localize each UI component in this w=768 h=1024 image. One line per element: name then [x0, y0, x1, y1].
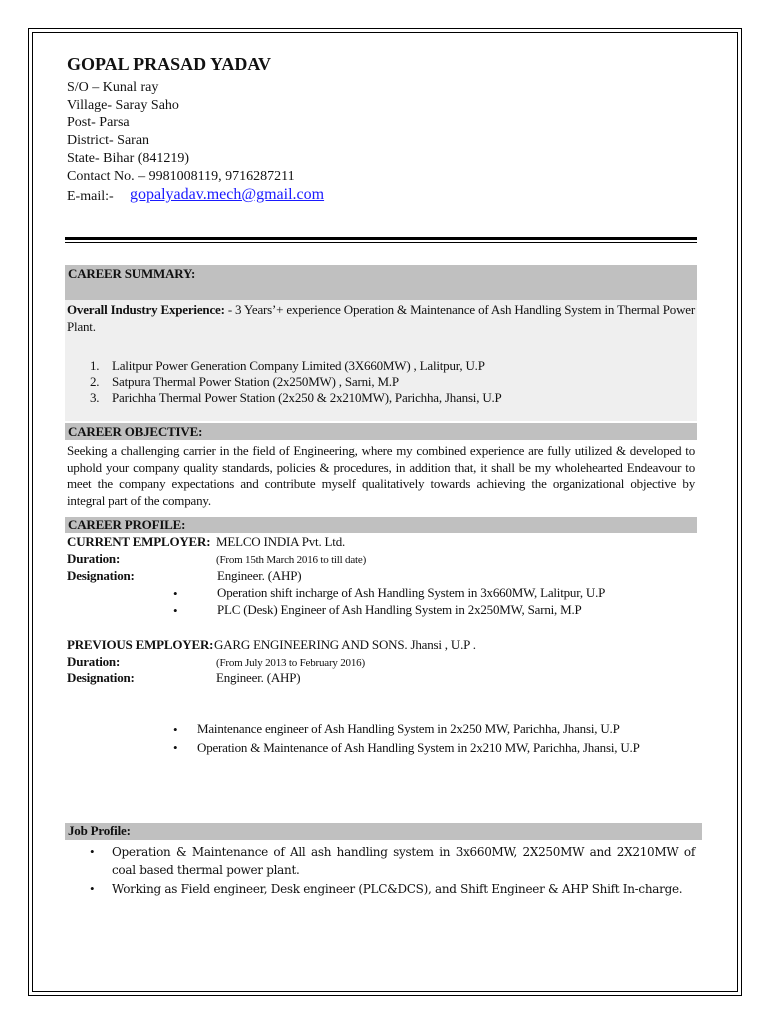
contact-line: Contact No. – 9981008119, 9716287211: [67, 169, 295, 184]
bullet-icon: •: [173, 586, 178, 601]
career-summary-heading: CAREER SUMMARY:: [68, 266, 196, 281]
designation-label: Designation:: [67, 670, 135, 685]
career-objective-text: Seeking a challenging carrier in the field of Engineering, where my combined experience are fully utilized & developed to uphold your company quality standards, policies & procedures, in addition that, it shall be my wholehearted Endeavour to meet the company expectations and contribute myself qualitatively towards achieving the organizational objective by integral part of the company.: [67, 443, 695, 508]
career-profile-heading: CAREER PROFILE:: [68, 517, 186, 532]
divider: [65, 237, 697, 240]
address-line: District- Saran: [67, 133, 150, 148]
list-item: Working as Field engineer, Desk engineer (PLC&DCS), and Shift Engineer & AHP Shift In-charge.: [112, 882, 683, 896]
previous-employer-label: PREVIOUS EMPLOYER:: [67, 637, 214, 652]
list-number: 3.: [90, 390, 100, 405]
overall-experience-text: - 3 Years’+ experience Operation & Maintenance of Ash Handling System in Thermal Power Plant.: [67, 302, 695, 334]
duration-value: (From 15th March 2016 to till date): [216, 554, 367, 566]
bullet-icon: •: [173, 740, 178, 755]
designation-value: Engineer. (AHP): [216, 670, 301, 685]
bullet-icon: •: [173, 603, 178, 618]
list-item: Operation & Maintenance of Ash Handling System in 2x210 MW, Parichha, Jhansi, U.P: [197, 740, 640, 755]
divider: [65, 242, 697, 243]
list-item: Maintenance engineer of Ash Handling System in 2x250 MW, Parichha, Jhansi, U.P: [197, 721, 620, 736]
bullet-icon: •: [90, 881, 95, 896]
list-item: Parichha Thermal Power Station (2x250 & 2x210MW), Parichha, Jhansi, U.P: [112, 390, 502, 405]
bullet-icon: •: [90, 844, 95, 859]
previous-employer-value: GARG ENGINEERING AND SONS. Jhansi , U.P .: [214, 637, 476, 652]
job-profile-heading: Job Profile:: [68, 823, 131, 838]
bullet-icon: •: [173, 722, 178, 737]
list-number: 2.: [90, 374, 100, 389]
duration-value: (From July 2013 to February 2016): [216, 657, 365, 669]
address-line: Village- Saray Saho: [67, 98, 179, 113]
list-item: Lalitpur Power Generation Company Limited (3X660MW) , Lalitpur, U.P: [112, 358, 485, 373]
designation-value: Engineer. (AHP): [217, 568, 302, 583]
current-employer-value: MELCO INDIA Pvt. Ltd.: [216, 534, 346, 549]
duration-label: Duration:: [67, 654, 121, 669]
email-link[interactable]: gopalyadav.mech@gmail.com: [130, 186, 325, 203]
job-profile-band: [65, 823, 702, 840]
list-item: Operation & Maintenance of All ash handling system in 3x660MW, 2X250MW and 2X210MW of coal based thermal power plant.: [112, 845, 695, 877]
overall-experience-label: Overall Industry Experience:: [67, 302, 225, 317]
duration-label: Duration:: [67, 551, 121, 566]
career-objective-heading: CAREER OBJECTIVE:: [68, 424, 203, 439]
email-label: E-mail:-: [67, 189, 114, 204]
list-item: Operation shift incharge of Ash Handling System in 3x660MW, Lalitpur, U.P: [217, 585, 606, 600]
address-line: Post- Parsa: [67, 115, 130, 130]
list-item: Satpura Thermal Power Station (2x250MW) , Sarni, M.P: [112, 374, 399, 389]
list-number: 1.: [90, 358, 100, 373]
address-line: S/O – Kunal ray: [67, 80, 159, 95]
address-line: State- Bihar (841219): [67, 151, 190, 166]
designation-label: Designation:: [67, 568, 135, 583]
current-employer-label: CURRENT EMPLOYER:: [67, 534, 211, 549]
candidate-name: GOPAL PRASAD YADAV: [67, 54, 272, 74]
list-item: PLC (Desk) Engineer of Ash Handling System in 2x250MW, Sarni, M.P: [217, 602, 582, 617]
overall-experience: [67, 302, 695, 335]
